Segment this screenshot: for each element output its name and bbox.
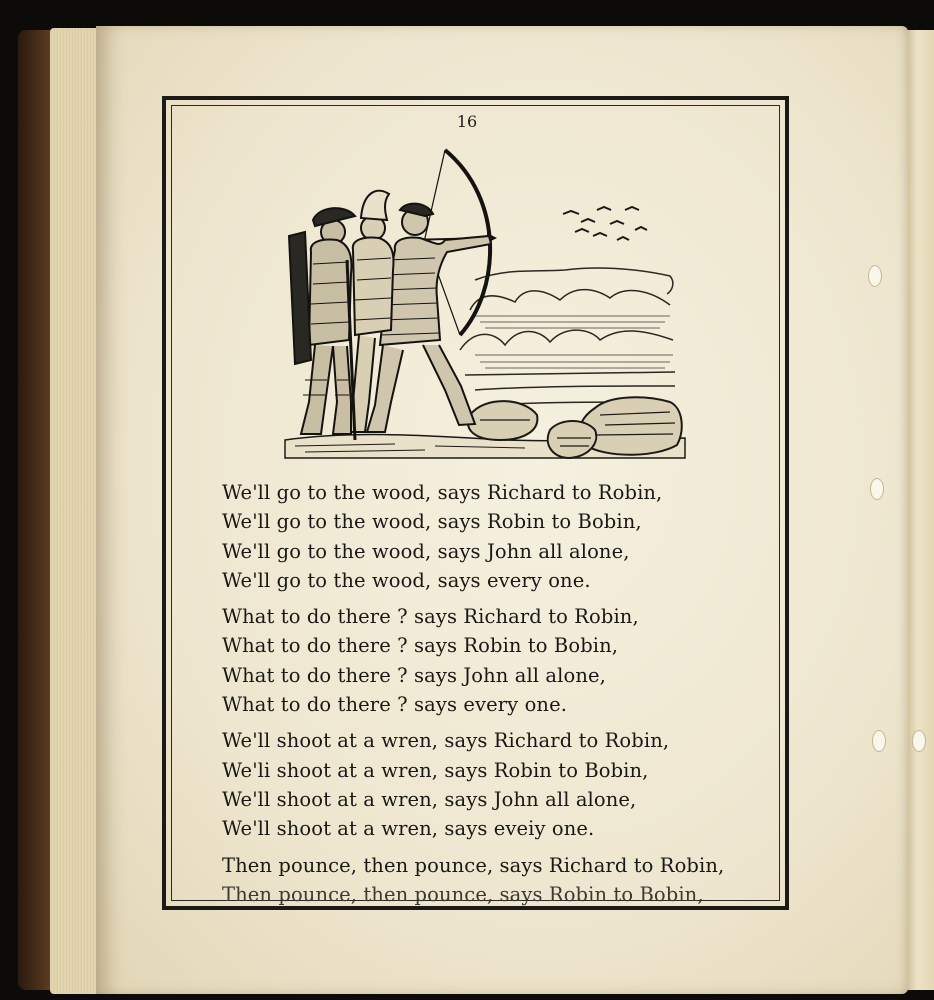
stanza	[222, 851, 762, 910]
poem-line: We'li shoot at a wren, says Robin to Bobin,	[222, 758, 649, 782]
poem-line: We'll go to the wood, says Robin to Bobin,	[222, 510, 642, 534]
stanza	[222, 602, 762, 719]
sewing-hole	[912, 730, 926, 752]
birds-icon	[563, 207, 647, 240]
sewing-hole	[872, 730, 886, 752]
woodcut-archers-icon	[275, 140, 690, 470]
page-number: 16	[456, 112, 478, 131]
poem-line: We'll shoot at a wren, says John all alone,	[222, 787, 637, 811]
stanza	[222, 478, 762, 595]
poem-line: Then pounce, then pounce, says Richard to Robin,	[222, 853, 725, 877]
sewing-hole	[868, 265, 882, 287]
poem	[222, 478, 762, 916]
poem-line: We'll shoot at a wren, says eveiy one.	[222, 817, 595, 841]
poem-line: What to do there ? says Richard to Robin,	[222, 605, 639, 629]
poem-line: What to do there ? says John all alone,	[222, 663, 606, 687]
poem-line: We'll go to the wood, says every one.	[222, 568, 591, 592]
poem-line: We'll go to the wood, says Richard to Robin,	[222, 481, 663, 504]
sewing-hole	[870, 478, 884, 500]
poem-line: We'll go to the wood, says John all alone,	[222, 539, 630, 563]
facing-page-edge	[906, 30, 934, 990]
poem-line: What to do there ? says every one.	[222, 693, 568, 717]
poem-line: Then pounce, then pounce, says Robin to Bobin,	[222, 882, 704, 906]
poem-line: We'll shoot at a wren, says Richard to Robin,	[222, 729, 670, 753]
poem-line: What to do there ? says Robin to Bobin,	[222, 634, 619, 658]
stanza	[222, 726, 762, 843]
